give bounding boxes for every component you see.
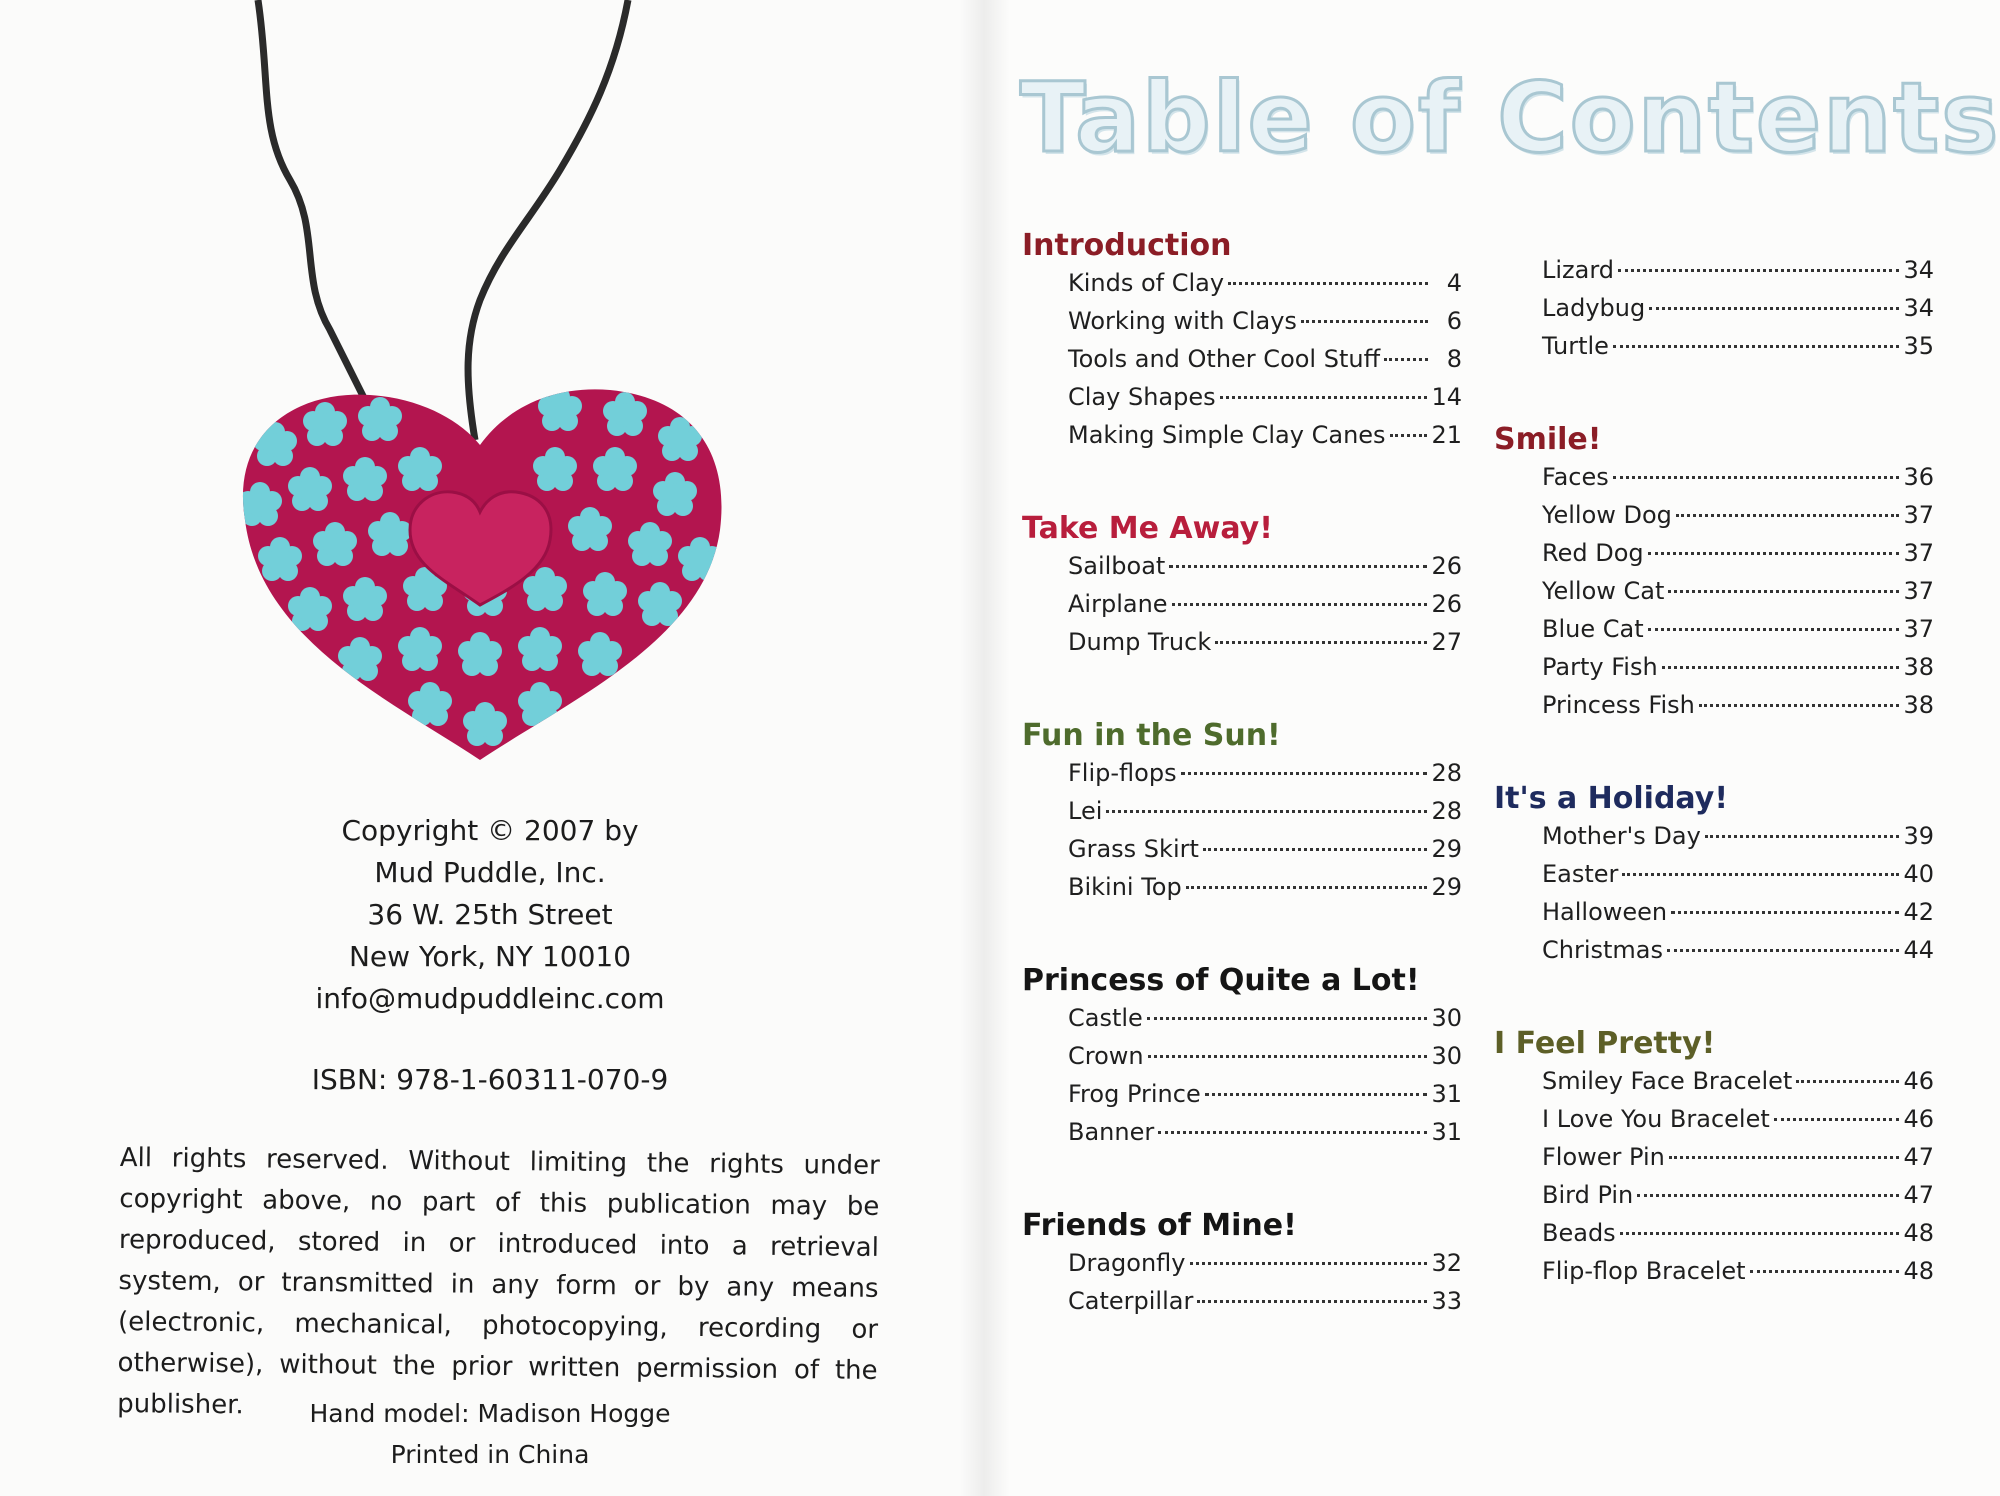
toc-entry — [1068, 628, 1462, 666]
entry-label: Halloween — [1542, 898, 1668, 926]
entry-label: Lizard — [1542, 256, 1615, 284]
entry-label: Smiley Face Bracelet — [1542, 1067, 1793, 1095]
entry-label: Blue Cat — [1542, 615, 1644, 643]
toc-section-friends — [1022, 1208, 1462, 1325]
entry-page: 28 — [1431, 759, 1462, 787]
entry-page: 46 — [1903, 1105, 1934, 1133]
entry-label: Yellow Dog — [1542, 501, 1672, 529]
entry-page: 37 — [1903, 539, 1934, 567]
leader-dots — [1613, 476, 1900, 479]
entry-label: Flip-flops — [1068, 759, 1177, 787]
toc-section-fun-in-the-sun — [1022, 718, 1462, 911]
entry-page: 46 — [1903, 1067, 1934, 1095]
entry-page: 36 — [1903, 463, 1934, 491]
leader-dots — [1774, 1118, 1900, 1121]
toc-entry — [1542, 1219, 1934, 1257]
entry-page: 37 — [1903, 615, 1934, 643]
leader-dots — [1669, 1156, 1900, 1159]
entry-page: 8 — [1446, 345, 1462, 373]
leader-dots — [1215, 641, 1427, 644]
leader-dots — [1181, 772, 1428, 775]
entry-label: Yellow Cat — [1542, 577, 1665, 605]
entry-page: 28 — [1431, 797, 1462, 825]
leader-dots — [1197, 1300, 1427, 1303]
entry-page: 38 — [1903, 653, 1934, 681]
publisher-street: 36 W. 25th Street — [367, 898, 613, 931]
entry-page: 35 — [1903, 332, 1934, 360]
entry-label: Beads — [1542, 1219, 1616, 1247]
entry-page: 26 — [1431, 552, 1462, 580]
entry-label: Airplane — [1068, 590, 1168, 618]
toc-entry — [1068, 835, 1462, 873]
entry-page: 48 — [1903, 1219, 1934, 1247]
toc-section-princess — [1022, 963, 1462, 1156]
toc-entry — [1068, 421, 1462, 459]
toc-entry — [1542, 1257, 1934, 1295]
toc-section-introduction — [1022, 228, 1462, 459]
publisher-email: info@mudpuddleinc.com — [315, 982, 665, 1015]
entry-page: 48 — [1903, 1257, 1934, 1285]
toc-entry — [1542, 539, 1934, 577]
leader-dots — [1158, 1131, 1427, 1134]
leader-dots — [1699, 704, 1900, 707]
toc-entry — [1542, 256, 1934, 294]
entry-label: Party Fish — [1542, 653, 1658, 681]
toc-entry — [1068, 1042, 1462, 1080]
leader-dots — [1637, 1194, 1899, 1197]
entry-label: Dragonfly — [1068, 1249, 1186, 1277]
copyright-line: Copyright © 2007 by — [341, 814, 639, 847]
toc-entry — [1542, 615, 1934, 653]
toc-entry — [1542, 1067, 1934, 1105]
entry-label: I Love You Bracelet — [1542, 1105, 1770, 1133]
leader-dots — [1186, 886, 1428, 889]
printed-in: Printed in China — [390, 1440, 590, 1469]
entry-page: 4 — [1446, 269, 1462, 297]
entry-page: 29 — [1431, 873, 1462, 901]
leader-dots — [1228, 282, 1428, 285]
toc-entry — [1068, 590, 1462, 628]
toc-entry — [1068, 1118, 1462, 1156]
leader-dots — [1676, 514, 1900, 517]
entry-label: Faces — [1542, 463, 1609, 491]
entry-label: Flower Pin — [1542, 1143, 1665, 1171]
toc-entry — [1542, 501, 1934, 539]
entry-page: 44 — [1903, 936, 1934, 964]
leader-dots — [1622, 873, 1899, 876]
toc-entry — [1542, 1181, 1934, 1219]
entry-page: 6 — [1446, 307, 1462, 335]
entry-label: Dump Truck — [1068, 628, 1212, 656]
hand-model-credit: Hand model: Madison Hogge — [309, 1399, 671, 1428]
leader-dots — [1668, 590, 1899, 593]
leader-dots — [1796, 1080, 1899, 1083]
leader-dots — [1148, 1055, 1428, 1058]
entry-label: Lei — [1068, 797, 1103, 825]
leader-dots — [1648, 628, 1900, 631]
entry-page: 30 — [1431, 1004, 1462, 1032]
toc-column-left — [1022, 228, 1462, 1377]
entry-page: 38 — [1903, 691, 1934, 719]
leader-dots — [1147, 1017, 1428, 1020]
entry-label: Ladybug — [1542, 294, 1646, 322]
credits-block — [280, 1393, 700, 1475]
toc-entry — [1542, 332, 1934, 370]
toc-entry — [1068, 307, 1462, 345]
toc-entry — [1542, 898, 1934, 936]
section-title: It's a Holiday! — [1494, 781, 1728, 816]
leader-dots — [1172, 603, 1428, 606]
copyright-block — [280, 810, 700, 1020]
entry-page: 33 — [1431, 1287, 1462, 1315]
entry-label: Christmas — [1542, 936, 1664, 964]
toc-entry — [1068, 383, 1462, 421]
leader-dots — [1169, 565, 1427, 568]
section-title: Fun in the Sun! — [1022, 718, 1281, 753]
entry-page: 34 — [1903, 256, 1934, 284]
entry-page: 47 — [1903, 1181, 1934, 1209]
entry-page: 26 — [1431, 590, 1462, 618]
toc-title: Table of Contents — [1020, 62, 2000, 174]
toc-entry — [1542, 1143, 1934, 1181]
toc-entry — [1068, 1080, 1462, 1118]
leader-dots — [1190, 1262, 1428, 1265]
toc-entry — [1542, 936, 1934, 974]
rights-statement: All rights reserved. Without limiting the rights under copyright above, no part of this publication may be reproduced, stored in or introduced into a retrieval system, or transmitted in any form or by any means (electronic, mechanical, photocopying, recording or otherwise), without the prior written permission of the publisher. — [117, 1142, 880, 1421]
leader-dots — [1620, 1232, 1900, 1235]
toc-entry — [1068, 345, 1462, 383]
entry-label: Caterpillar — [1068, 1287, 1194, 1315]
entry-label: Flip-flop Bracelet — [1542, 1257, 1746, 1285]
leader-dots — [1705, 835, 1900, 838]
toc-section-smile — [1494, 422, 1934, 729]
entry-page: 31 — [1431, 1080, 1462, 1108]
entry-label: Tools and Other Cool Stuff — [1068, 345, 1381, 373]
entry-label: Kinds of Clay — [1068, 269, 1225, 297]
entry-label: Easter — [1542, 860, 1619, 888]
toc-entry — [1542, 691, 1934, 729]
entry-label: Bikini Top — [1068, 873, 1182, 901]
toc-entry — [1068, 552, 1462, 590]
toc-section-feel-pretty — [1494, 1026, 1934, 1295]
toc-entry — [1542, 463, 1934, 501]
entry-label: Banner — [1068, 1118, 1155, 1146]
toc-entry — [1068, 1287, 1462, 1325]
entry-page: 42 — [1903, 898, 1934, 926]
entry-page: 47 — [1903, 1143, 1934, 1171]
entry-page: 37 — [1903, 577, 1934, 605]
toc-entry — [1068, 797, 1462, 835]
book-gutter — [960, 0, 1010, 1496]
leader-dots — [1618, 269, 1899, 272]
toc-section-holiday — [1494, 781, 1934, 974]
leader-dots — [1390, 434, 1428, 437]
entry-page: 31 — [1431, 1118, 1462, 1146]
toc-section-take-me-away — [1022, 511, 1462, 666]
toc-entry — [1068, 269, 1462, 307]
toc-entry — [1542, 294, 1934, 332]
entry-label: Turtle — [1542, 332, 1609, 360]
leader-dots — [1301, 320, 1428, 323]
leader-dots — [1613, 345, 1900, 348]
entry-page: 21 — [1431, 421, 1462, 449]
entry-page: 30 — [1431, 1042, 1462, 1070]
section-title: Princess of Quite a Lot! — [1022, 963, 1420, 998]
toc-entry — [1068, 873, 1462, 911]
isbn: ISBN: 978-1-60311-070-9 — [311, 1063, 669, 1096]
entry-page: 40 — [1903, 860, 1934, 888]
leader-dots — [1205, 1093, 1428, 1096]
toc-entry — [1542, 822, 1934, 860]
entry-label: Grass Skirt — [1068, 835, 1199, 863]
entry-label: Castle — [1068, 1004, 1143, 1032]
entry-label: Frog Prince — [1068, 1080, 1201, 1108]
entry-page: 34 — [1903, 294, 1934, 322]
section-title: Smile! — [1494, 422, 1602, 457]
entry-label: Mother's Day — [1542, 822, 1701, 850]
entry-label: Crown — [1068, 1042, 1144, 1070]
publisher-city: New York, NY 10010 — [348, 940, 632, 973]
section-title: Friends of Mine! — [1022, 1208, 1297, 1243]
leader-dots — [1648, 552, 1900, 555]
section-title: I Feel Pretty! — [1494, 1026, 1716, 1061]
toc-entry — [1542, 1105, 1934, 1143]
toc-entry — [1542, 653, 1934, 691]
leader-dots — [1671, 911, 1899, 914]
heart-necklace-icon — [230, 0, 750, 780]
publisher-name: Mud Puddle, Inc. — [374, 856, 606, 889]
leader-dots — [1750, 1270, 1900, 1273]
entry-page: 29 — [1431, 835, 1462, 863]
entry-page: 32 — [1431, 1249, 1462, 1277]
entry-label: Working with Clays — [1068, 307, 1297, 335]
toc-entry — [1068, 1004, 1462, 1042]
left-page — [0, 0, 985, 1496]
toc-entry — [1542, 577, 1934, 615]
entry-label: Sailboat — [1068, 552, 1166, 580]
leader-dots — [1106, 810, 1427, 813]
leader-dots — [1384, 358, 1428, 361]
entry-page: 27 — [1431, 628, 1462, 656]
entry-label: Clay Shapes — [1068, 383, 1216, 411]
leader-dots — [1667, 949, 1899, 952]
toc-entry — [1068, 1249, 1462, 1287]
leader-dots — [1220, 396, 1428, 399]
entry-label: Making Simple Clay Canes — [1068, 421, 1386, 449]
entry-page: 37 — [1903, 501, 1934, 529]
toc-entry — [1068, 759, 1462, 797]
entry-label: Princess Fish — [1542, 691, 1695, 719]
toc-section-friends-continued — [1494, 256, 1934, 370]
entry-label: Red Dog — [1542, 539, 1644, 567]
leader-dots — [1649, 307, 1899, 310]
leader-dots — [1203, 848, 1428, 851]
entry-page: 14 — [1431, 383, 1462, 411]
leader-dots — [1662, 666, 1900, 669]
section-title: Take Me Away! — [1022, 511, 1273, 546]
toc-column-right — [1494, 256, 1934, 1347]
entry-page: 39 — [1903, 822, 1934, 850]
toc-entry — [1542, 860, 1934, 898]
entry-label: Bird Pin — [1542, 1181, 1634, 1209]
section-title: Introduction — [1022, 228, 1232, 263]
